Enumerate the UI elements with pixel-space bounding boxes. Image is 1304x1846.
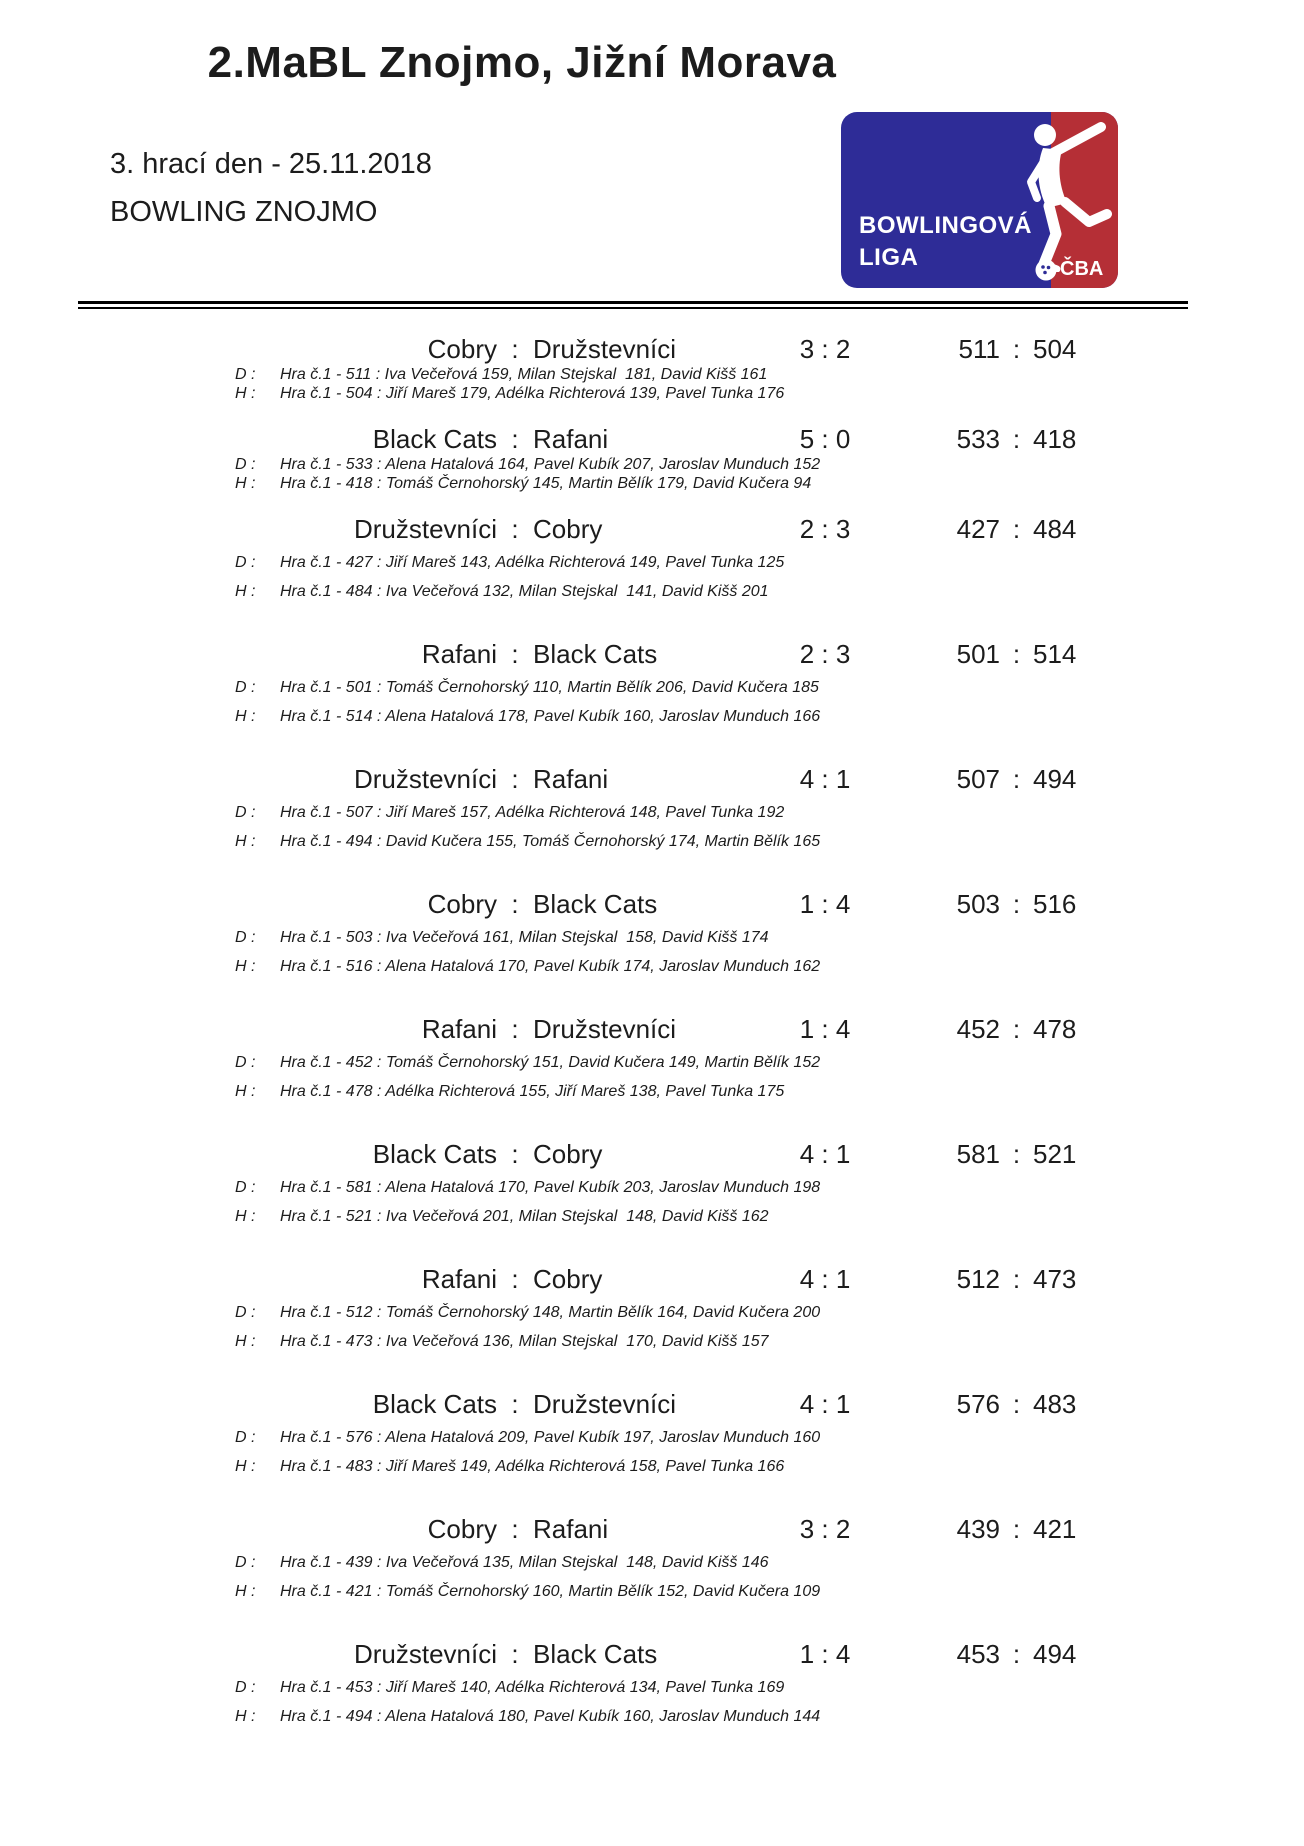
set-score: 1 : 4: [799, 1014, 851, 1044]
pin-total-colon: :: [1012, 514, 1021, 544]
away-team-name: Black Cats: [533, 639, 658, 669]
pin-total-away: 504: [1033, 334, 1077, 364]
away-detail-row: [0, 1332, 1304, 1351]
away-team-name: Cobry: [533, 1264, 603, 1294]
pin-total-away: 516: [1033, 889, 1077, 919]
game-detail-home: Hra č.1 - 503 : Iva Večeřová 161, Milan Stejskal 158, David Kišš 174: [280, 929, 769, 946]
row-label-d: D :: [235, 1054, 256, 1071]
home-detail-row: [0, 678, 1304, 707]
match-result: [0, 1514, 1304, 1601]
pin-total-colon: :: [1012, 1264, 1021, 1294]
away-detail-row: [0, 1207, 1304, 1226]
home-detail-row: [0, 1428, 1304, 1457]
pin-total-colon: :: [1012, 889, 1021, 919]
pin-total-away: 494: [1033, 764, 1077, 794]
row-label-d: D :: [235, 1679, 256, 1696]
logo-text-line1: BOWLINGOVÁ: [859, 212, 1032, 239]
pin-total-colon: :: [1012, 1639, 1021, 1669]
row-label-d: D :: [235, 929, 256, 946]
pin-total-colon: :: [1012, 1014, 1021, 1044]
away-detail-row: [0, 957, 1304, 976]
cba-label: ČBA: [1060, 258, 1104, 280]
team-colon: :: [511, 334, 519, 364]
match-result: [0, 889, 1304, 976]
match-header: [0, 1389, 1304, 1419]
game-detail-home: Hra č.1 - 427 : Jiří Mareš 143, Adélka Richterová 149, Pavel Tunka 125: [280, 554, 785, 571]
row-label-d: D :: [235, 804, 256, 821]
game-detail-home: Hra č.1 - 576 : Alena Hatalová 209, Pavel Kubík 197, Jaroslav Munduch 160: [280, 1429, 821, 1446]
match-result: [0, 1139, 1304, 1226]
pin-total-away: 478: [1033, 1014, 1077, 1044]
team-colon: :: [511, 1139, 519, 1169]
game-detail-away: Hra č.1 - 418 : Tomáš Černohorský 145, Martin Bělík 179, David Kučera 94: [280, 475, 812, 492]
pin-total-away: 483: [1033, 1389, 1077, 1419]
away-detail-row: [0, 832, 1304, 851]
game-detail-home: Hra č.1 - 452 : Tomáš Černohorský 151, David Kučera 149, Martin Bělík 152: [280, 1054, 821, 1071]
pin-total-home: 427: [956, 514, 1000, 544]
away-team-name: Družstevníci: [533, 1389, 677, 1419]
game-detail-away: Hra č.1 - 478 : Adélka Richterová 155, Jiří Mareš 138, Pavel Tunka 175: [280, 1083, 785, 1100]
set-score: 1 : 4: [799, 1639, 851, 1669]
game-detail-away: Hra č.1 - 484 : Iva Večeřová 132, Milan Stejskal 141, David Kišš 201: [280, 583, 769, 600]
match-header: [0, 334, 1304, 364]
row-label-d: D :: [235, 679, 256, 696]
away-detail-row: [0, 1707, 1304, 1726]
header-divider: [78, 301, 1188, 309]
home-detail-row: [0, 1553, 1304, 1582]
match-header: [0, 1014, 1304, 1044]
away-detail-row: [0, 1457, 1304, 1476]
match-result: [0, 764, 1304, 851]
match-header: [0, 1139, 1304, 1169]
home-team-name: Družstevníci: [353, 514, 497, 544]
set-score: 4 : 1: [799, 1139, 851, 1169]
pin-total-colon: :: [1012, 334, 1021, 364]
game-detail-away: Hra č.1 - 504 : Jiří Mareš 179, Adélka Richterová 139, Pavel Tunka 176: [280, 385, 785, 402]
cba-badge: [1035, 256, 1115, 284]
pin-total-home: 512: [956, 1264, 1000, 1294]
match-day: 3. hrací den - 25.11.2018: [110, 148, 432, 180]
home-detail-row: [0, 1178, 1304, 1207]
home-detail-row: [0, 803, 1304, 832]
game-detail-away: Hra č.1 - 494 : Alena Hatalová 180, Pavel Kubík 160, Jaroslav Munduch 144: [280, 1708, 821, 1725]
team-colon: :: [511, 424, 519, 454]
game-detail-home: Hra č.1 - 507 : Jiří Mareš 157, Adélka Richterová 148, Pavel Tunka 192: [280, 804, 785, 821]
pin-total-away: 418: [1033, 424, 1077, 454]
pin-total-colon: :: [1012, 1514, 1021, 1544]
match-result: [0, 514, 1304, 601]
game-detail-away: Hra č.1 - 421 : Tomáš Černohorský 160, Martin Bělík 152, David Kučera 109: [280, 1583, 821, 1600]
row-label-h: H :: [235, 385, 256, 402]
match-header: [0, 1639, 1304, 1669]
game-detail-home: Hra č.1 - 512 : Tomáš Černohorský 148, Martin Bělík 164, David Kučera 200: [280, 1304, 821, 1321]
venue-name: BOWLING ZNOJMO: [110, 196, 378, 228]
home-team-name: Rafani: [421, 1014, 497, 1044]
pin-total-home: 511: [958, 334, 1000, 364]
row-label-h: H :: [235, 833, 256, 850]
home-team-name: Družstevníci: [353, 764, 497, 794]
bowling-ball-icon: [1035, 259, 1057, 281]
game-detail-home: Hra č.1 - 501 : Tomáš Černohorský 110, Martin Bělík 206, David Kučera 185: [280, 679, 819, 696]
row-label-d: D :: [235, 366, 256, 383]
home-team-name: Black Cats: [372, 1139, 497, 1169]
set-score: 3 : 2: [799, 334, 851, 364]
match-result: [0, 424, 1304, 493]
row-label-d: D :: [235, 456, 256, 473]
home-team-name: Družstevníci: [353, 1639, 497, 1669]
pin-total-home: 576: [956, 1389, 1000, 1419]
match-result: [0, 1014, 1304, 1101]
team-colon: :: [511, 889, 519, 919]
game-detail-away: Hra č.1 - 473 : Iva Večeřová 136, Milan Stejskal 170, David Kišš 157: [280, 1333, 769, 1350]
home-detail-row: [0, 1303, 1304, 1332]
row-label-h: H :: [235, 1583, 256, 1600]
set-score: 3 : 2: [799, 1514, 851, 1544]
pin-total-colon: :: [1012, 1389, 1021, 1419]
set-score: 4 : 1: [799, 1389, 851, 1419]
match-header: [0, 1514, 1304, 1544]
game-detail-away: Hra č.1 - 494 : David Kučera 155, Tomáš Černohorský 174, Martin Bělík 165: [280, 833, 821, 850]
game-detail-home: Hra č.1 - 511 : Iva Večeřová 159, Milan Stejskal 181, David Kišš 161: [280, 366, 768, 383]
match-result: [0, 334, 1304, 403]
match-result: [0, 1639, 1304, 1726]
away-team-name: Rafani: [533, 424, 609, 454]
row-label-d: D :: [235, 554, 256, 571]
away-team-name: Cobry: [533, 1139, 603, 1169]
team-colon: :: [511, 639, 519, 669]
row-label-d: D :: [235, 1429, 256, 1446]
pin-total-home: 501: [956, 639, 1000, 669]
pin-total-colon: :: [1012, 1139, 1021, 1169]
set-score: 4 : 1: [799, 764, 851, 794]
away-team-name: Black Cats: [533, 889, 658, 919]
pin-total-away: 484: [1033, 514, 1077, 544]
pin-total-home: 453: [956, 1639, 1000, 1669]
home-detail-row: [0, 553, 1304, 582]
bowler-icon: [1021, 122, 1113, 272]
match-header: [0, 1264, 1304, 1294]
row-label-d: D :: [235, 1179, 256, 1196]
team-colon: :: [511, 1639, 519, 1669]
home-detail-row: [0, 455, 1304, 474]
home-detail-row: [0, 1053, 1304, 1082]
team-colon: :: [511, 764, 519, 794]
match-list: [0, 334, 1304, 1764]
league-logo: [841, 112, 1118, 288]
home-team-name: Cobry: [427, 334, 497, 364]
game-detail-away: Hra č.1 - 521 : Iva Večeřová 201, Milan Stejskal 148, David Kišš 162: [280, 1208, 769, 1225]
team-colon: :: [511, 1389, 519, 1419]
pin-total-home: 439: [956, 1514, 1000, 1544]
away-team-name: Rafani: [533, 764, 609, 794]
away-team-name: Družstevníci: [533, 334, 677, 364]
away-detail-row: [0, 1582, 1304, 1601]
away-team-name: Cobry: [533, 514, 603, 544]
set-score: 2 : 3: [799, 514, 851, 544]
game-detail-away: Hra č.1 - 516 : Alena Hatalová 170, Pavel Kubík 174, Jaroslav Munduch 162: [280, 958, 821, 975]
match-header: [0, 889, 1304, 919]
game-detail-home: Hra č.1 - 533 : Alena Hatalová 164, Pavel Kubík 207, Jaroslav Munduch 152: [280, 456, 821, 473]
row-label-h: H :: [235, 1708, 256, 1725]
match-header: [0, 764, 1304, 794]
row-label-d: D :: [235, 1554, 256, 1571]
home-team-name: Cobry: [427, 889, 497, 919]
pin-total-colon: :: [1012, 639, 1021, 669]
pin-total-away: 473: [1033, 1264, 1077, 1294]
away-detail-row: [0, 582, 1304, 601]
pin-total-home: 503: [956, 889, 1000, 919]
home-detail-row: [0, 1678, 1304, 1707]
match-header: [0, 424, 1304, 454]
game-detail-away: Hra č.1 - 483 : Jiří Mareš 149, Adélka Richterová 158, Pavel Tunka 166: [280, 1458, 785, 1475]
row-label-h: H :: [235, 583, 256, 600]
home-detail-row: [0, 365, 1304, 384]
away-team-name: Družstevníci: [533, 1014, 677, 1044]
team-colon: :: [511, 1514, 519, 1544]
game-detail-home: Hra č.1 - 581 : Alena Hatalová 170, Pavel Kubík 203, Jaroslav Munduch 198: [280, 1179, 821, 1196]
match-header: [0, 639, 1304, 669]
away-detail-row: [0, 474, 1304, 493]
pin-total-home: 452: [956, 1014, 1000, 1044]
match-header: [0, 514, 1304, 544]
away-detail-row: [0, 384, 1304, 403]
match-result: [0, 639, 1304, 726]
row-label-h: H :: [235, 1208, 256, 1225]
pin-total-home: 533: [956, 424, 1000, 454]
team-colon: :: [511, 1014, 519, 1044]
game-detail-home: Hra č.1 - 439 : Iva Večeřová 135, Milan Stejskal 148, David Kišš 146: [280, 1554, 769, 1571]
pin-total-away: 514: [1033, 639, 1077, 669]
home-team-name: Rafani: [421, 639, 497, 669]
row-label-h: H :: [235, 1458, 256, 1475]
logo-text-line2: LIGA: [859, 244, 919, 271]
match-result: [0, 1264, 1304, 1351]
home-team-name: Cobry: [427, 1514, 497, 1544]
set-score: 1 : 4: [799, 889, 851, 919]
game-detail-away: Hra č.1 - 514 : Alena Hatalová 178, Pavel Kubík 160, Jaroslav Munduch 166: [280, 708, 821, 725]
home-team-name: Rafani: [421, 1264, 497, 1294]
row-label-h: H :: [235, 475, 256, 492]
home-team-name: Black Cats: [372, 1389, 497, 1419]
row-label-h: H :: [235, 958, 256, 975]
team-colon: :: [511, 1264, 519, 1294]
pin-total-away: 494: [1033, 1639, 1077, 1669]
pin-total-home: 507: [956, 764, 1000, 794]
home-detail-row: [0, 928, 1304, 957]
pin-total-colon: :: [1012, 424, 1021, 454]
away-team-name: Rafani: [533, 1514, 609, 1544]
set-score: 2 : 3: [799, 639, 851, 669]
match-result: [0, 1389, 1304, 1476]
page-title: 2.MaBL Znojmo, Jižní Morava: [207, 38, 837, 87]
team-colon: :: [511, 514, 519, 544]
row-label-h: H :: [235, 1083, 256, 1100]
home-team-name: Black Cats: [372, 424, 497, 454]
row-label-h: H :: [235, 708, 256, 725]
game-detail-home: Hra č.1 - 453 : Jiří Mareš 140, Adélka Richterová 134, Pavel Tunka 169: [280, 1679, 785, 1696]
pin-total-away: 421: [1033, 1514, 1077, 1544]
set-score: 4 : 1: [799, 1264, 851, 1294]
pin-total-away: 521: [1033, 1139, 1077, 1169]
pin-total-home: 581: [956, 1139, 1000, 1169]
away-detail-row: [0, 707, 1304, 726]
away-detail-row: [0, 1082, 1304, 1101]
pin-total-colon: :: [1012, 764, 1021, 794]
away-team-name: Black Cats: [533, 1639, 658, 1669]
row-label-d: D :: [235, 1304, 256, 1321]
row-label-h: H :: [235, 1333, 256, 1350]
set-score: 5 : 0: [799, 424, 851, 454]
